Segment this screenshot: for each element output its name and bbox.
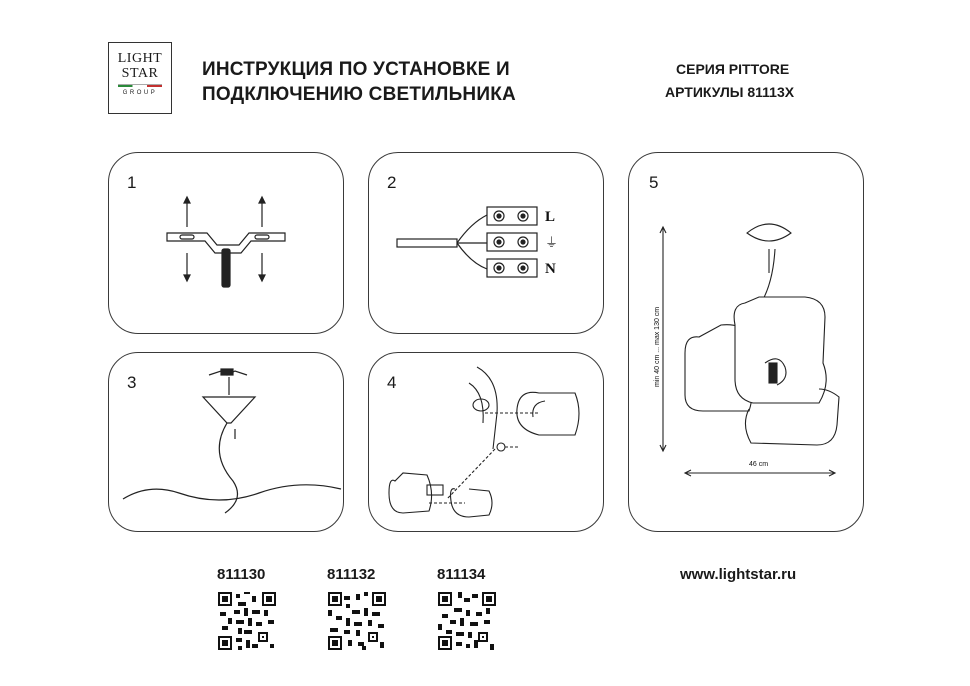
step-number-4: 4 [387,373,397,392]
height-dimension-label: min 40 cm ... max 130 cm [654,306,661,387]
qr-code-811132[interactable] [328,592,386,650]
canopy-mounting-illustration [109,353,345,533]
series-label: СЕРИЯ PITTORE [676,61,790,77]
page-title [202,57,516,107]
shade-assembly-illustration [369,353,605,533]
qr-code-811130[interactable] [218,592,276,650]
step-number-5: 5 [649,173,659,192]
step-panel-4 [368,352,604,532]
step-panel-1 [108,152,344,334]
logo-line-3: GROUP [122,90,158,96]
title-line-1: ИНСТРУКЦИЯ ПО УСТАНОВКЕ И [202,59,510,80]
step-panel-2 [368,152,604,334]
step-number-2: 2 [387,173,397,192]
website-link[interactable]: www.lightstar.ru [680,566,797,583]
terminal-label-l: L [545,209,556,225]
terminal-label-n: N [545,261,556,277]
product-code-1: 811130 [217,566,266,583]
logo-flag-stripe [118,84,162,87]
logo-line-2: STAR [121,66,159,81]
mounting-bracket-illustration [109,153,345,335]
article-label: АРТИКУЛЫ 81113X [665,84,795,100]
product-code-3: 811134 [437,566,486,583]
step-panel-5 [628,152,864,532]
width-dimension-label: 46 cm [749,461,769,468]
title-line-2: ПОДКЛЮЧЕНИЮ СВЕТИЛЬНИКА [202,84,516,105]
product-code-2: 811132 [327,566,376,583]
step-number-1: 1 [127,173,137,192]
step-number-3: 3 [127,373,137,392]
logo-line-1: LIGHT [117,51,163,66]
brand-logo [108,42,172,114]
terminal-label-earth: ⏚ [545,235,559,250]
dimensions-illustration [629,153,865,533]
qr-code-811134[interactable] [438,592,496,650]
step-panel-3 [108,352,344,532]
terminal-block-illustration [369,153,605,335]
